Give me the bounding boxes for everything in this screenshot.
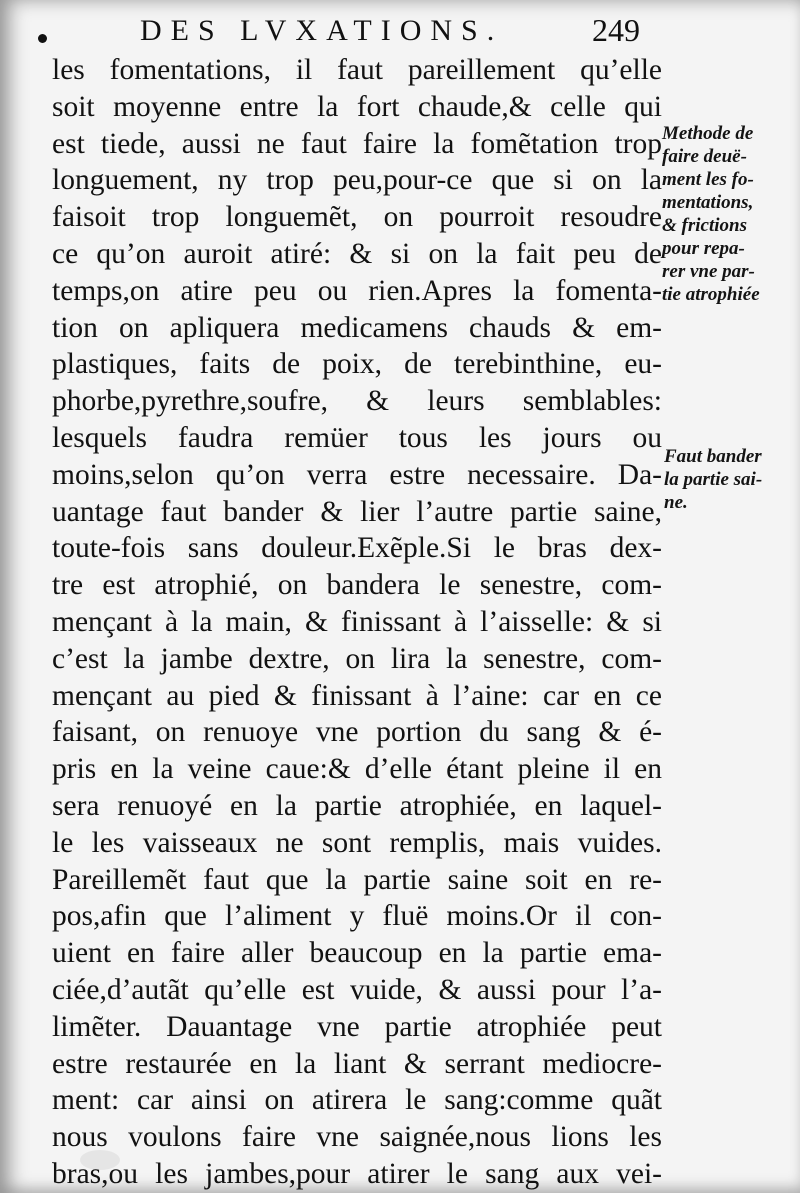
margin-note-line: ment les fo- <box>662 169 754 190</box>
paper-smudge <box>80 1150 120 1170</box>
text-line: tre est atrophié, on bandera le senestre, com- <box>52 569 662 602</box>
text-line: pos,afin que l’aliment y fluë moins.Or il con- <box>52 900 662 933</box>
margin-note-line: & frictions <box>662 215 747 236</box>
text-line: longuement, ny trop peu,pour-ce que si on la <box>52 164 662 197</box>
text-line: faisant, on renuoye vne portion du sang & é- <box>52 716 662 749</box>
text-line: ciée,d’autãt qu’elle est vuide, & aussi pour l’a- <box>52 973 662 1006</box>
text-line: pris en la veine caue:& d’elle étant pleine il en <box>52 753 662 786</box>
margin-note-line: la partie sai- <box>664 469 763 490</box>
text-line: les fomentations, il faut pareillement qu’elle <box>52 54 662 86</box>
text-line: lesquels faudra remüer tous les jours ou <box>52 421 662 454</box>
running-head: DES LVXATIONS. <box>140 14 504 47</box>
margin-note-method <box>662 122 760 306</box>
text-line: phorbe,pyrethre,soufre, & leurs semblables: <box>52 385 662 418</box>
text-line: moins,selon qu’on verra estre necessaire. Da- <box>52 458 662 491</box>
text-line: est tiede, aussi ne faut faire la fomẽtation trop <box>52 127 662 160</box>
text-line: nous voulons faire vne saignée,nous lions les <box>52 1121 662 1154</box>
text-line: sera renuoyé en la partie atrophiée, en laquel- <box>52 789 662 822</box>
margin-note-line: Methode de <box>662 123 754 144</box>
text-line: ce qu’on auroit atiré: & si on la fait peu de <box>52 237 662 270</box>
text-line: mençant au pied & finissant à l’aine: car en ce <box>52 679 662 712</box>
margin-note-bandage <box>664 445 762 514</box>
page-number: 249 <box>592 12 640 48</box>
text-line: mençant à la main, & finissant à l’aisselle: & si <box>52 605 662 638</box>
margin-note-line: ne. <box>664 492 688 513</box>
text-line: uantage faut bander & lier l’autre partie saine, <box>52 495 662 528</box>
text-line: uient en faire aller beaucoup en la partie ema- <box>52 937 662 970</box>
margin-note-line: tie atrophiée <box>662 284 760 305</box>
text-line: limẽter. Dauantage vne partie atrophiée peut <box>52 1010 662 1043</box>
margin-note-line: pour repa- <box>662 238 745 259</box>
text-line: soit moyenne entre la fort chaude,& celle qui <box>52 90 662 123</box>
text-line: tion on apliquera medicamens chauds & em- <box>52 311 662 344</box>
text-line: le les vaisseaux ne sont remplis, mais vuides. <box>52 826 662 859</box>
text-line: faisoit trop longuemẽt, on pourroit resoudre <box>52 201 662 234</box>
text-line: estre restaurée en la liant & serrant mediocre- <box>52 1047 662 1080</box>
page-dot-mark <box>38 34 47 43</box>
margin-note-line: faire deuë- <box>662 146 747 167</box>
margin-note-line: mentations, <box>662 192 754 213</box>
text-line: plastiques, faits de poix, de terebinthine, eu- <box>52 348 662 381</box>
margin-note-line: rer vne par- <box>662 261 755 282</box>
margin-note-line: Faut bander <box>664 446 762 467</box>
text-line: temps,on atire peu ou rien.Apres la fomenta- <box>52 274 662 307</box>
text-line: Pareillemẽt faut que la partie saine soit en re- <box>52 863 662 896</box>
main-text-block <box>52 52 662 1193</box>
text-line: toute-fois sans douleur.Exẽple.Si le bras dex- <box>52 532 662 565</box>
text-line: ment: car ainsi on atirera le sang:comme quãt <box>52 1084 662 1117</box>
text-line: bras,ou les jambes,pour atirer le sang aux vei- <box>52 1157 662 1190</box>
text-line: c’est la jambe dextre, on lira la senestre, com- <box>52 642 662 675</box>
